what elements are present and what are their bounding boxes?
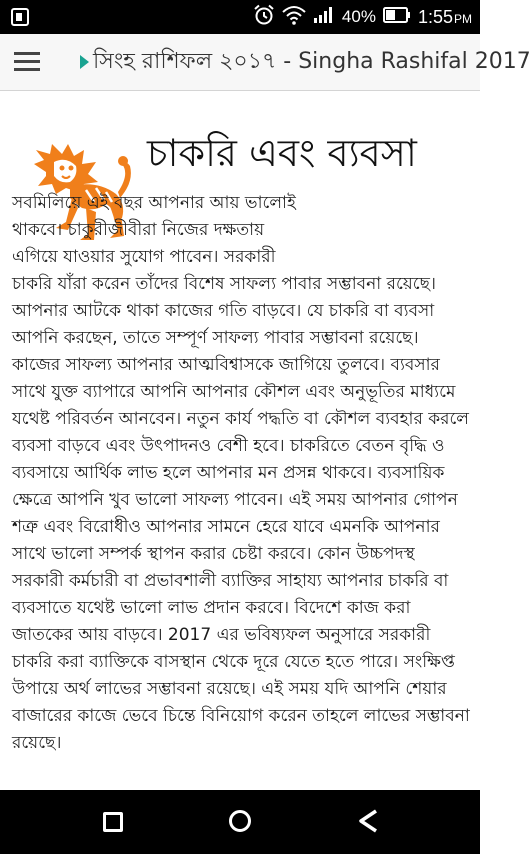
clock-ampm: PM	[454, 11, 472, 26]
alarm-icon	[253, 4, 275, 31]
recents-icon[interactable]	[103, 812, 123, 832]
battery-icon	[383, 7, 411, 28]
article	[0, 90, 480, 790]
signal-icon	[313, 7, 335, 28]
home-icon[interactable]	[229, 810, 251, 832]
sim-card-icon	[10, 7, 30, 32]
navigation-bar	[0, 790, 480, 854]
clock-time: 1:55	[417, 6, 453, 27]
battery-percent: 40%	[341, 7, 376, 26]
title-arrow-icon	[80, 55, 89, 69]
hamburger-menu-icon[interactable]	[14, 52, 40, 72]
article-heading: চাকরি এবং ব্যবসা	[147, 131, 417, 175]
status-bar	[0, 0, 480, 34]
article-body: সবমিলিয়ে এই বছর আপনার আয় ভালোই থাকবে। চাকুরীজীবীরা নিজের দক্ষতায় এগিয়ে যাওয়ার সুযোগ পাবেন। সরকারী চাকরি যাঁরা করেন তাঁদের বিশেষ সাফল্য পাবার সম্ভাবনা রয়েছে। আপনার আটকে থাকা কাজের গতি বাড়বে। যে চাকরি বা ব্যবসা আপনি করছেন, তাতে সম্পূর্ণ সাফল্য পাবার সম্ভাবনা রয়েছে। কাজের সাফল্য আপনার আত্মবিশ্বাসকে জাগিয়ে তুলবে। ব্যবসার সাথে যুক্ত ব্যাপারে আপনি আপনার কৌশল এবং অনুভূতির মাধ্যমে যথেষ্ট পরিবর্তন আনবেন। নতুন কার্য পদ্ধতি বা কৌশল ব্যবহার করলে ব্যবসা বাড়বে এবং উৎপাদনও বেশী হবে। চাকরিতে বেতন বৃদ্ধি ও ব্যবসায়ে আর্থিক লাভ হলে আপনার মন প্রসন্ন থাকবে। ব্যবসায়িক ক্ষেত্রে আপনি খুব ভালো সাফল্য পাবেন। এই সময় আপনার গোপন শত্রু এবং বিরোধীও আপনার সামনে হেরে যাবে এমনকি আপনার সাথে ভালো সম্পর্ক স্থাপন করার চেষ্টা করবে। কোন উচ্চপদস্থ সরকারী কর্মচারী বা প্রভাবশালী ব্যাক্তির সাহায্য আপনার চাকরি বা ব্যবসাতে যথেষ্ট ভালো লাভ প্রদান করবে। বিদেশে কাজ করা জাতকের আয় বাড়বে। 2017 এর ভবিষ্যফল অনুসারে সরকারী চাকরি করা ব্যাক্তিকে বাসস্থান থেকে দূরে যেতে হতে পারে। সংক্ষিপ্ত উপায়ে অর্থ লাভের সম্ভাবনা রয়েছে। এই সময় যদি আপনি শেয়ার বাজারের কাজে ভেবে চিন্তে বিনিয়োগ করেন তাহলে লাভের সম্ভাবনা রয়েছে।	[12, 193, 470, 753]
app-bar	[0, 34, 531, 91]
wifi-icon	[282, 5, 306, 30]
clock	[418, 7, 472, 28]
back-icon[interactable]	[356, 808, 382, 834]
page-title: সিংহ রাশিফল ২০১৭ - Singha Rashifal 2017	[93, 49, 531, 74]
